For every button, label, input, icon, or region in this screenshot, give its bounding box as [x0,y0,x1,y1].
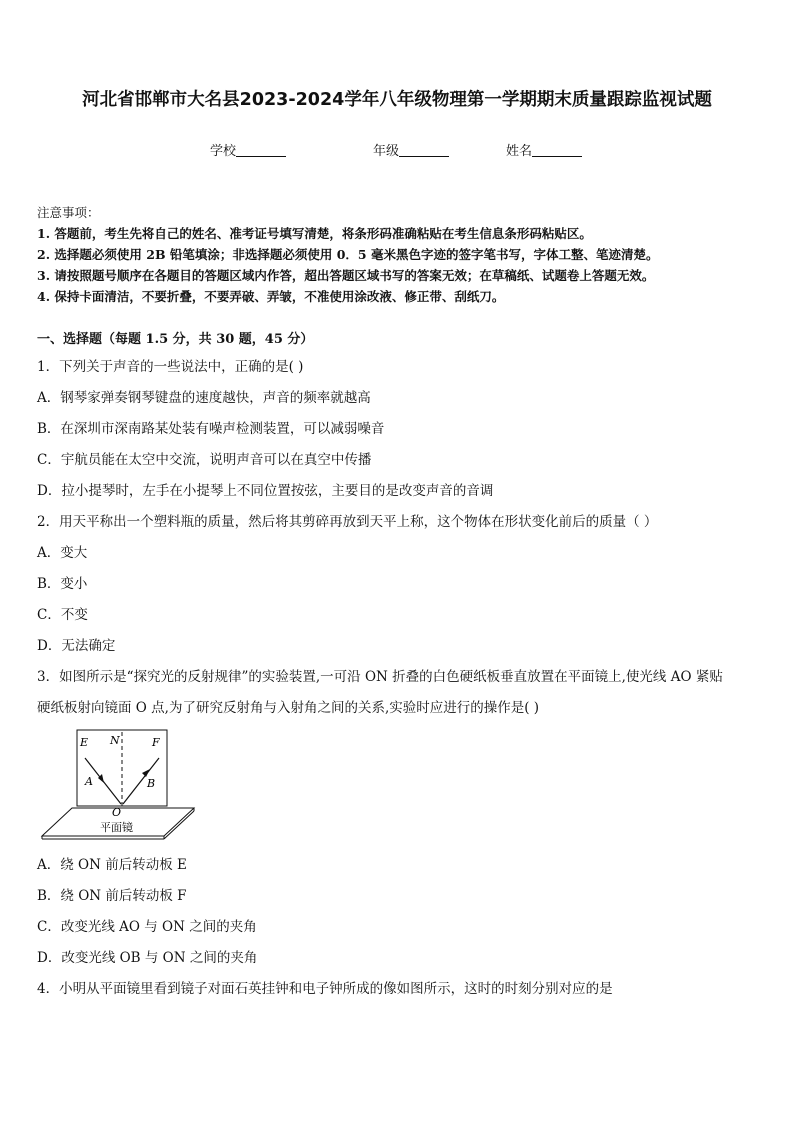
note-item: 1. 答题前，考生先将自己的姓名、准考证号填写清楚，将条形码准确粘贴在考生信息条形码粘贴区。 [37,226,592,241]
question-1-option-b[interactable]: B．在深圳市深南路某处装有噪声检测装置，可以减弱噪音 [37,421,385,437]
note-item: 3. 请按照题号顺序在各题目的答题区域内作答，超出答题区域书写的答案无效；在草稿纸、试题卷上答题无效。 [37,268,655,283]
question-3-option-a[interactable]: A．绕 ON 前后转动板 E [37,857,187,873]
reflection-apparatus-figure [38,728,198,840]
name-blank[interactable] [532,143,582,157]
question-2-option-c[interactable]: C．不变 [37,607,88,623]
question-3-stem-line-1: 3．如图所示是“探究光的反射规律”的实验装置,一可沿 ON 折叠的白色硬纸板垂直放置在平面镜上,使光线 AO 紧贴 [37,669,723,685]
grade-blank[interactable] [399,143,449,157]
section-heading: 一、选择题（每题 1.5 分，共 30 题，45 分） [37,332,314,347]
label-a: A [85,775,93,788]
question-4-stem: 4．小明从平面镜里看到镜子对面石英挂钟和电子钟所成的像如图所示，这时的时刻分别对应的是 [37,981,613,997]
question-1-option-a[interactable]: A．钢琴家弹奏钢琴键盘的速度越快，声音的频率就越高 [37,390,371,406]
exam-title: 河北省邯郸市大名县2023-2024学年八年级物理第一学期期末质量跟踪监视试题 [82,90,712,110]
school-field[interactable] [210,140,286,159]
question-1-stem: 1．下列关于声音的一些说法中，正确的是( ) [37,359,304,375]
note-item: 4. 保持卡面清洁，不要折叠，不要弄破、弄皱，不准使用涂改液、修正带、刮纸刀。 [37,289,505,304]
question-2-option-a[interactable]: A．变大 [37,545,88,561]
school-blank[interactable] [236,143,286,157]
label-b: B [147,777,156,790]
note-item: 2. 选择题必须使用 2B 铅笔填涂；非选择题必须使用 0．5 毫米黑色字迹的签字笔书写，字体工整、笔迹清楚。 [37,247,659,262]
question-2-option-b[interactable]: B．变小 [37,576,88,592]
question-3-option-c[interactable]: C．改变光线 AO 与 ON 之间的夹角 [37,919,257,935]
question-3-option-d[interactable]: D．改变光线 OB 与 ON 之间的夹角 [37,950,258,966]
question-2-option-d[interactable]: D．无法确定 [37,638,116,654]
label-n: N [110,734,120,747]
notes-heading: 注意事项： [37,205,100,220]
label-o: O [112,806,122,819]
label-f: F [152,736,160,749]
name-field[interactable] [506,140,582,159]
question-2-stem: 2．用天平称出一个塑料瓶的质量，然后将其剪碎再放到天平上称，这个物体在形状变化前后的质量（ ） [37,514,658,530]
school-label: 学校 [210,144,237,159]
mirror-caption: 平面镜 [100,821,133,834]
grade-field[interactable] [373,140,449,159]
grade-label: 年级 [373,144,400,159]
question-3-stem-line-2: 硬纸板射向镜面 O 点,为了研究反射角与入射角之间的关系,实验时应进行的操作是( ) [37,700,540,716]
question-1-option-d[interactable]: D．拉小提琴时，左手在小提琴上不同位置按弦，主要目的是改变声音的音调 [37,483,494,499]
name-label: 姓名 [506,144,533,159]
student-info-row [0,140,794,160]
question-3-option-b[interactable]: B．绕 ON 前后转动板 F [37,888,187,904]
label-e: E [80,736,89,749]
reflection-diagram [38,728,198,840]
question-1-option-c[interactable]: C．宇航员能在太空中交流，说明声音可以在真空中传播 [37,452,372,468]
